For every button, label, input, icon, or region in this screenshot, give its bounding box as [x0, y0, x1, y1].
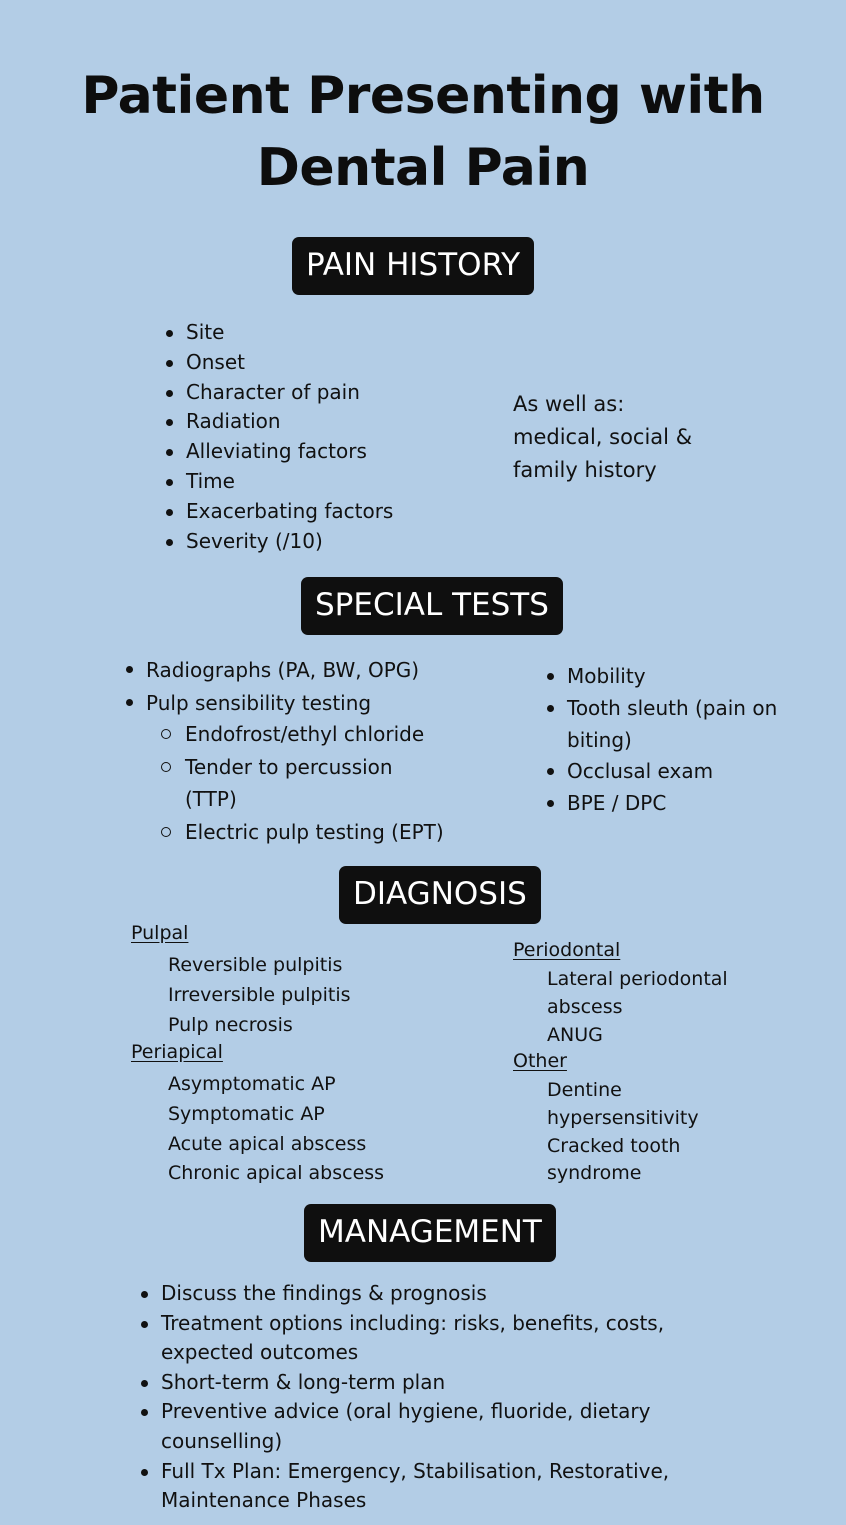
- list-item: Tooth sleuth (pain on biting): [567, 693, 807, 757]
- special-tests-right-list: [567, 661, 807, 820]
- list-item: Discuss the findings & prognosis: [161, 1279, 701, 1309]
- list-item: Occlusal exam: [567, 756, 807, 788]
- list-item: Chronic apical abscess: [168, 1162, 385, 1185]
- list-item: Full Tx Plan: Emergency, Stabilisation, Restorative, Maintenance Phases: [161, 1457, 701, 1516]
- page-title-line-2: Dental Pain: [256, 138, 590, 198]
- list-item: Preventive advice (oral hygiene, fluoride, dietary counselling): [161, 1397, 701, 1456]
- list-item: Endofrost/ethyl chloride: [185, 718, 444, 751]
- periapical-label: Periapical: [131, 1041, 223, 1063]
- list-item: Asymptomatic AP: [168, 1073, 336, 1095]
- list-item: Time: [186, 467, 393, 497]
- management-list: [161, 1279, 701, 1516]
- pain-history-heading: PAIN HISTORY: [292, 237, 534, 295]
- other-list: [547, 1077, 699, 1188]
- list-item: Reversible pulpitis: [168, 954, 343, 976]
- periodontal-list: [547, 966, 728, 1049]
- periapical-list: [168, 1070, 384, 1189]
- list-item: Short-term & long-term plan: [161, 1368, 701, 1398]
- periodontal-label: Periodontal: [513, 939, 621, 961]
- list-item: syndrome: [547, 1162, 642, 1185]
- list-item: Onset: [186, 348, 393, 378]
- list-item: ANUG: [547, 1023, 603, 1046]
- list-item: Pulp sensibility testing: [146, 687, 419, 720]
- list-item: Irreversible pulpitis: [168, 983, 351, 1006]
- list-item: Severity (/10): [186, 527, 393, 557]
- page-title-line-1: Patient Presenting with: [81, 66, 765, 126]
- pulpal-label: Pulpal: [131, 922, 189, 944]
- list-item: Pulp necrosis: [168, 1013, 293, 1036]
- list-item: Exacerbating factors: [186, 497, 393, 527]
- list-item: Lateral periodontal: [547, 968, 728, 990]
- list-item: Acute apical abscess: [168, 1132, 367, 1155]
- list-item: Tender to percussion (TTP): [185, 751, 435, 816]
- list-item: hypersensitivity: [547, 1106, 699, 1129]
- list-item: Dentine: [547, 1079, 622, 1101]
- pulp-testing-sublist: [185, 718, 444, 848]
- list-item: Radiographs (PA, BW, OPG): [146, 654, 419, 687]
- list-item: Radiation: [186, 407, 393, 437]
- pain-history-list: [186, 318, 393, 556]
- list-item: Symptomatic AP: [168, 1102, 325, 1125]
- special-tests-left-list: [146, 654, 419, 719]
- history-note-line: As well as:: [513, 392, 625, 416]
- history-note-line: family history: [513, 458, 657, 482]
- list-item: abscess: [547, 995, 623, 1018]
- special-tests-heading: SPECIAL TESTS: [301, 577, 563, 635]
- list-item: Cracked tooth: [547, 1134, 681, 1157]
- list-item: BPE / DPC: [567, 788, 807, 820]
- history-note: [513, 388, 692, 487]
- list-item: Alleviating factors: [186, 437, 393, 467]
- management-heading: MANAGEMENT: [304, 1204, 556, 1262]
- other-label: Other: [513, 1050, 567, 1072]
- list-item: Treatment options including: risks, benefits, costs, expected outcomes: [161, 1309, 701, 1368]
- list-item: Character of pain: [186, 378, 393, 408]
- history-note-line: medical, social &: [513, 425, 693, 449]
- list-item: Mobility: [567, 661, 807, 693]
- pulpal-list: [168, 951, 351, 1040]
- diagnosis-heading: DIAGNOSIS: [339, 866, 541, 924]
- list-item: Electric pulp testing (EPT): [185, 816, 444, 849]
- list-item: Site: [186, 318, 393, 348]
- page-title: [0, 60, 846, 204]
